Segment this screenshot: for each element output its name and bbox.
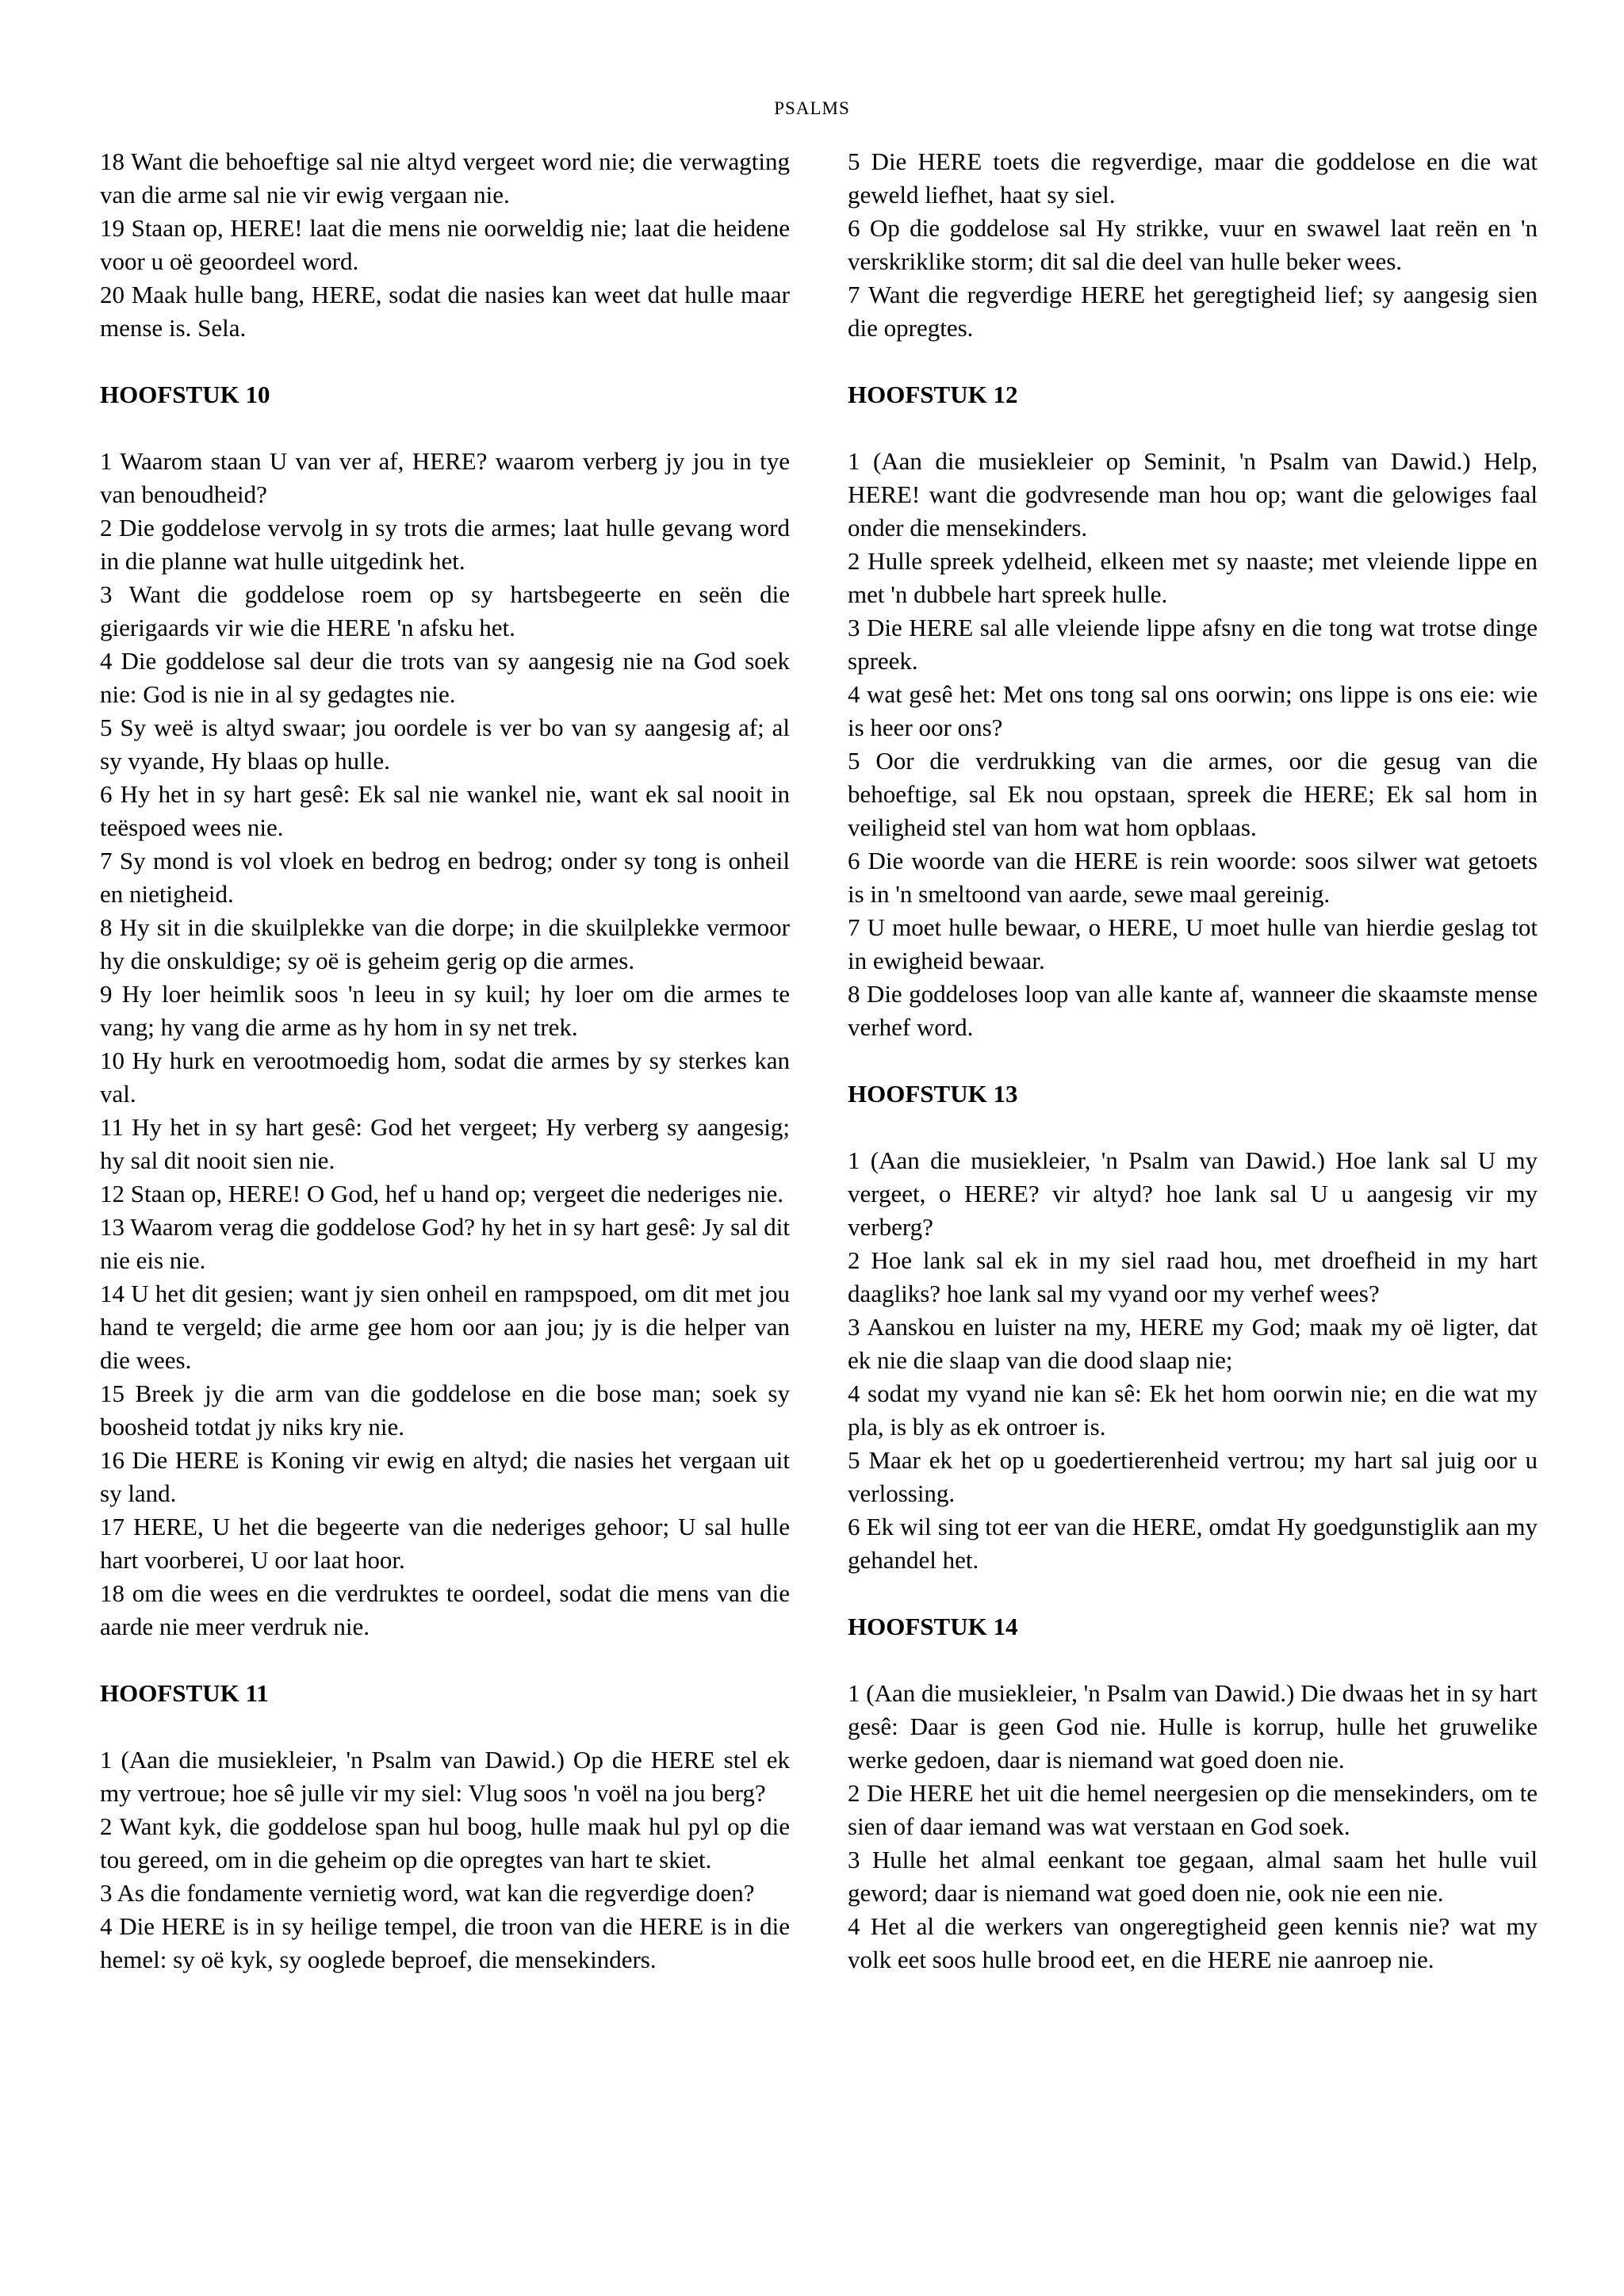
verse: 2 Die goddelose vervolg in sy trots die armes; laat hulle gevang word in die planne wat hulle uitgedink het. — [100, 514, 790, 575]
verse: 1 (Aan die musiekleier, 'n Psalm van Dawid.) Hoe lank sal U my vergeet, o HERE? vir altyd? hoe lank sal U u aangesig vir my verberg? — [848, 1146, 1538, 1241]
verse: 5 Die HERE toets die regverdige, maar die goddelose en die wat geweld liefhet, haat sy siel. — [848, 147, 1538, 209]
verse: 15 Breek jy die arm van die goddelose en die bose man; soek sy boosheid totdat jy niks kry nie. — [100, 1380, 790, 1441]
verse: 3 Die HERE sal alle vleiende lippe afsny en die tong wat trotse dinge spreek. — [848, 614, 1538, 675]
verse: 8 Die goddeloses loop van alle kante af, wanneer die skaamste mense verhef word. — [848, 980, 1538, 1041]
running-header: PSALMS — [774, 98, 850, 118]
verse: 5 Sy weë is altyd swaar; jou oordele is ver bo van sy aangesig af; al sy vyande, Hy blaas op hulle. — [100, 714, 790, 775]
verse: 16 Die HERE is Koning vir ewig en altyd; die nasies het vergaan uit sy land. — [100, 1446, 790, 1507]
verse: 4 sodat my vyand nie kan sê: Ek het hom oorwin nie; en die wat my pla, is bly as ek ontroer is. — [848, 1380, 1538, 1441]
verse: 4 Die HERE is in sy heilige tempel, die troon van die HERE is in die hemel: sy oë kyk, sy ooglede beproef, die mensekinders. — [100, 1912, 790, 1973]
verse: 4 Die goddelose sal deur die trots van sy aangesig nie na God soek nie: God is nie in al sy gedagtes nie. — [100, 647, 790, 708]
left-column — [100, 145, 790, 1976]
verse: 1 (Aan die musiekleier, 'n Psalm van Dawid.) Die dwaas het in sy hart gesê: Daar is geen God nie. Hulle is korrup, hulle het gruwelike werke gedoen, daar is niemand wat goed doen nie. — [848, 1679, 1538, 1774]
verse: 6 Die woorde van die HERE is rein woorde: soos silwer wat getoets is in 'n smeltoond van aarde, sewe maal gereinig. — [848, 847, 1538, 908]
chapter-heading: HOOFSTUK 13 — [848, 1080, 1018, 1108]
verse: 1 (Aan die musiekleier op Seminit, 'n Psalm van Dawid.) Help, HERE! want die godvresende man hou op; want die gelowiges faal onder die mensekinders. — [848, 447, 1538, 541]
verse: 3 Hulle het almal eenkant toe gegaan, almal saam het hulle vuil geword; daar is niemand wat goed doen nie, ook nie een nie. — [848, 1846, 1538, 1907]
verse: 1 Waarom staan U van ver af, HERE? waarom verberg jy jou in tye van benoudheid? — [100, 447, 790, 508]
verse: 3 Want die goddelose roem op sy hartsbegeerte en seën die gierigaards vir wie die HERE 'n afsku het. — [100, 580, 790, 641]
verse: 10 Hy hurk en verootmoedig hom, sodat die armes by sy sterkes kan val. — [100, 1047, 790, 1108]
verse: 2 Hulle spreek ydelheid, elkeen met sy naaste; met vleiende lippe en met 'n dubbele hart spreek hulle. — [848, 547, 1538, 608]
verse: 13 Waarom verag die goddelose God? hy het in sy hart gesê: Jy sal dit nie eis nie. — [100, 1213, 790, 1274]
verse: 14 U het dit gesien; want jy sien onheil en rampspoed, om dit met jou hand te vergeld; die arme gee hom oor aan jou; jy is die helper van die wees. — [100, 1280, 790, 1374]
verse: 7 U moet hulle bewaar, o HERE, U moet hulle van hierdie geslag tot in ewigheid bewaar. — [848, 913, 1538, 974]
verse: 18 om die wees en die verdruktes te oordeel, sodat die mens van die aarde nie meer verdruk nie. — [100, 1579, 790, 1640]
verse: 11 Hy het in sy hart gesê: God het vergeet; Hy verberg sy aangesig; hy sal dit nooit sien nie. — [100, 1113, 790, 1174]
verse: 18 Want die behoeftige sal nie altyd vergeet word nie; die verwagting van die arme sal nie vir ewig vergaan nie. — [100, 147, 790, 209]
verse: 5 Oor die verdrukking van die armes, oor die gesug van die behoeftige, sal Ek nou opstaan, spreek die HERE; Ek sal hom in veiligheid stel van hom wat hom opblaas. — [848, 747, 1538, 841]
verse: 8 Hy sit in die skuilplekke van die dorpe; in die skuilplekke vermoor hy die onskuldige; sy oë is geheim gerig op die armes. — [100, 913, 790, 974]
verse: 7 Sy mond is vol vloek en bedrog en bedrog; onder sy tong is onheil en nietigheid. — [100, 847, 790, 908]
chapter-heading: HOOFSTUK 12 — [848, 381, 1018, 408]
chapter-heading: HOOFSTUK 11 — [100, 1679, 269, 1707]
verse: 7 Want die regverdige HERE het geregtigheid lief; sy aangesig sien die opregtes. — [848, 281, 1538, 342]
verse: 19 Staan op, HERE! laat die mens nie oorweldig nie; laat die heidene voor u oë geoordeel word. — [100, 214, 790, 275]
verse: 4 Het al die werkers van ongeregtigheid geen kennis nie? wat my volk eet soos hulle brood eet, en die HERE nie aanroep nie. — [848, 1912, 1538, 1973]
verse: 6 Hy het in sy hart gesê: Ek sal nie wankel nie, want ek sal nooit in teëspoed wees nie. — [100, 780, 790, 841]
verse: 6 Op die goddelose sal Hy strikke, vuur en swawel laat reën en 'n verskriklike storm; dit sal die deel van hulle beker wees. — [848, 214, 1538, 275]
verse: 3 As die fondamente vernietig word, wat kan die regverdige doen? — [100, 1879, 755, 1907]
verse: 6 Ek wil sing tot eer van die HERE, omdat Hy goedgunstiglik aan my gehandel het. — [848, 1513, 1538, 1574]
verse: 4 wat gesê het: Met ons tong sal ons oorwin; ons lippe is ons eie: wie is heer oor ons? — [848, 680, 1538, 741]
verse: 2 Want kyk, die goddelose span hul boog, hulle maak hul pyl op die tou gereed, om in die geheim op die opregtes van hart te skiet. — [100, 1812, 790, 1873]
verse: 2 Die HERE het uit die hemel neergesien op die mensekinders, om te sien of daar iemand was wat verstaan en God soek. — [848, 1779, 1538, 1840]
verse: 2 Hoe lank sal ek in my siel raad hou, met droefheid in my hart daagliks? hoe lank sal my vyand oor my verhef wees? — [848, 1246, 1538, 1307]
verse: 9 Hy loer heimlik soos 'n leeu in sy kuil; hy loer om die armes te vang; hy vang die arme as hy hom in sy net trek. — [100, 980, 790, 1041]
verse: 3 Aanskou en luister na my, HERE my God; maak my oë ligter, dat ek nie die slaap van die dood slaap nie; — [848, 1313, 1538, 1374]
verse: 5 Maar ek het op u goedertierenheid vertrou; my hart sal juig oor u verlossing. — [848, 1446, 1538, 1507]
chapter-heading: HOOFSTUK 14 — [848, 1613, 1018, 1640]
verse: 17 HERE, U het die begeerte van die nederiges gehoor; U sal hulle hart voorberei, U oor laat hoor. — [100, 1513, 790, 1574]
verse: 12 Staan op, HERE! O God, hef u hand op; vergeet die nederiges nie. — [100, 1180, 784, 1207]
right-column — [848, 145, 1538, 1976]
verse: 1 (Aan die musiekleier, 'n Psalm van Dawid.) Op die HERE stel ek my vertroue; hoe sê julle vir my siel: Vlug soos 'n voël na jou berg? — [100, 1746, 790, 1807]
chapter-heading: HOOFSTUK 10 — [100, 381, 270, 408]
verse: 20 Maak hulle bang, HERE, sodat die nasies kan weet dat hulle maar mense is. Sela. — [100, 281, 790, 342]
